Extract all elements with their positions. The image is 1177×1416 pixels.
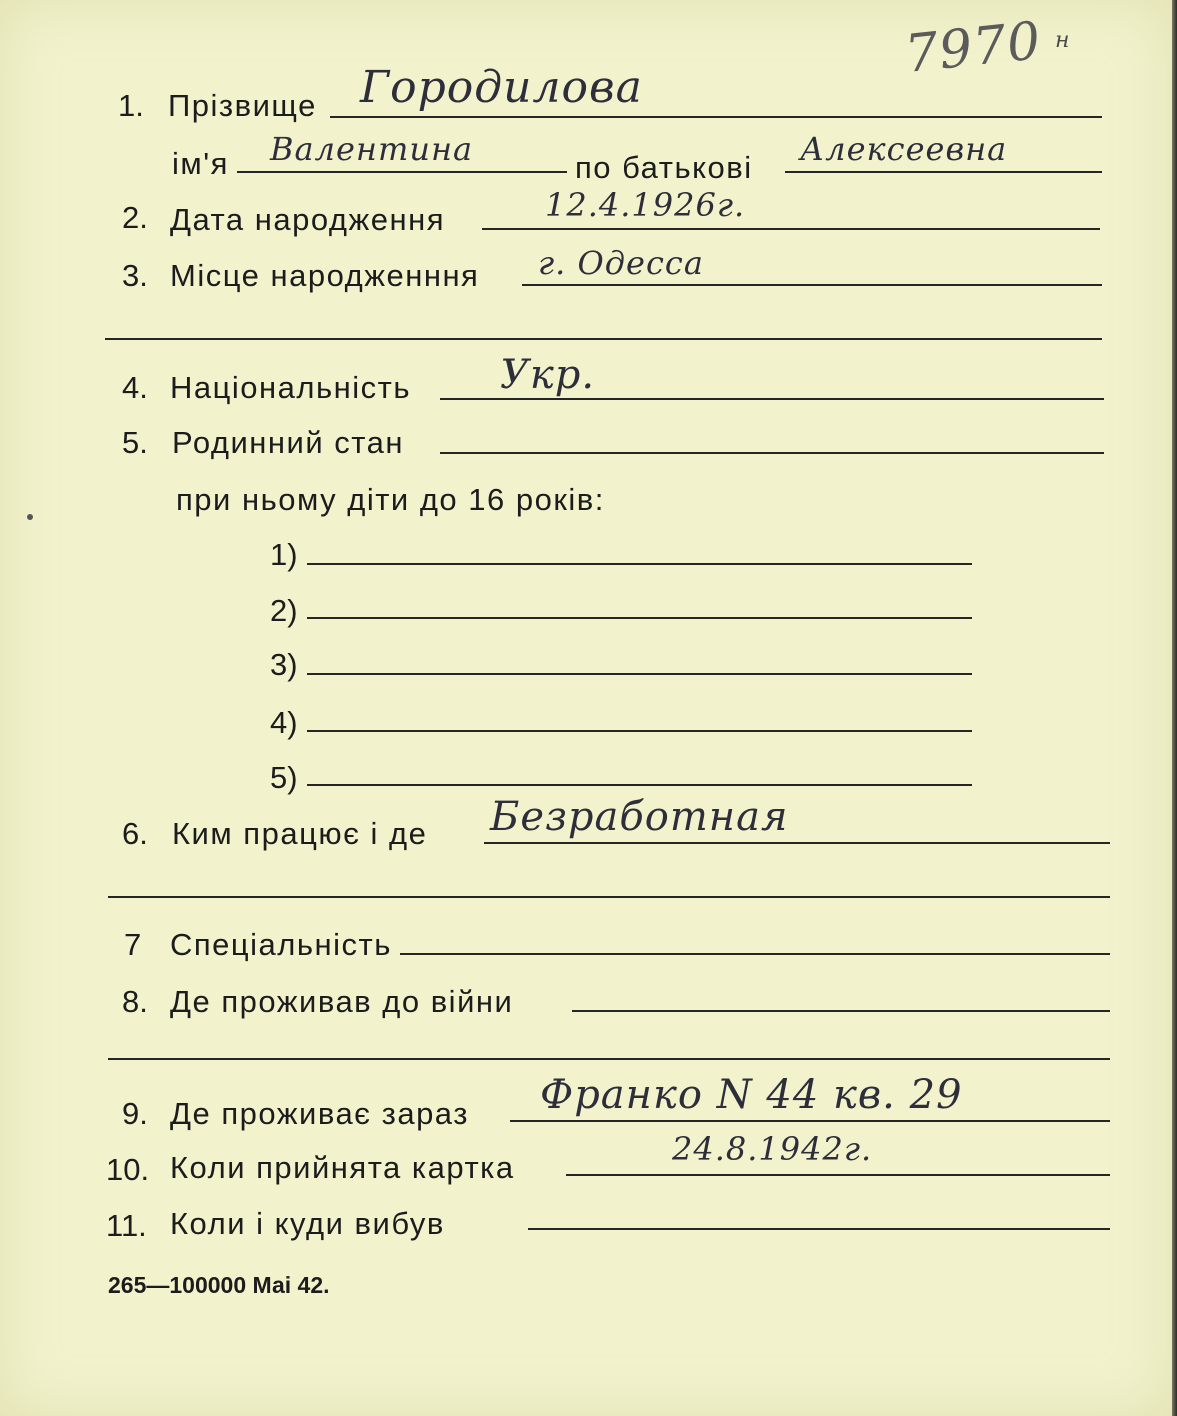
specialty-label: Спеціальність	[170, 927, 392, 962]
child-5-line	[307, 784, 972, 786]
departure-label: Коли і куди вибув	[170, 1206, 445, 1241]
field-2-number: 2.	[122, 200, 148, 235]
occupation-line	[484, 842, 1110, 844]
patronymic-label: по батькові	[575, 150, 753, 185]
birthdate-label: Дата народження	[170, 202, 446, 237]
prewar-residence-line-2	[108, 1058, 1110, 1060]
child-1-number: 1)	[270, 537, 298, 572]
marital-status-label: Родинний стан	[172, 425, 404, 460]
field-3-number: 3.	[122, 258, 148, 293]
prewar-residence-label: Де проживав до війни	[170, 984, 514, 1019]
card-accepted-line	[566, 1174, 1110, 1176]
child-2-line	[307, 617, 972, 619]
child-4-number: 4)	[270, 705, 298, 740]
patronymic-line	[785, 171, 1102, 173]
specialty-line	[400, 953, 1110, 955]
surname-label: Прізвище	[168, 88, 317, 123]
name-line	[237, 171, 567, 173]
field-10-number: 10.	[106, 1152, 150, 1187]
birthdate-value: 12.4.1926г.	[545, 186, 746, 224]
child-2-number: 2)	[270, 593, 298, 628]
ink-spot	[27, 514, 33, 520]
card-edge-shadow	[1172, 0, 1177, 1416]
current-residence-label: Де проживає зараз	[170, 1096, 469, 1131]
birthplace-label: Місце народженння	[170, 258, 480, 293]
field-7-number: 7	[124, 927, 142, 962]
occupation-value: Безработная	[490, 794, 789, 840]
departure-line	[528, 1228, 1110, 1230]
field-6-number: 6.	[122, 816, 148, 851]
current-residence-value: Франко N 44 кв. 29	[540, 1072, 963, 1118]
child-1-line	[307, 563, 972, 565]
current-residence-line	[510, 1120, 1110, 1122]
occupation-line-2	[108, 896, 1110, 898]
field-5-number: 5.	[122, 425, 148, 460]
name-label: ім'я	[172, 146, 229, 181]
card-accepted-value: 24.8.1942г.	[672, 1130, 873, 1168]
birthplace-value: г. Одесса	[538, 244, 704, 282]
birthplace-line	[522, 284, 1102, 286]
child-3-number: 3)	[270, 647, 298, 682]
occupation-label: Ким працює і де	[172, 816, 428, 851]
child-5-number: 5)	[270, 760, 298, 795]
surname-value: Городилова	[360, 62, 643, 113]
child-4-line	[307, 730, 972, 732]
field-11-number: 11.	[106, 1208, 147, 1243]
field-4-number: 4.	[122, 370, 148, 405]
nationality-line	[440, 398, 1104, 400]
card-accepted-label: Коли прийнята картка	[170, 1150, 515, 1185]
field-8-number: 8.	[122, 984, 148, 1019]
child-3-line	[307, 673, 972, 675]
birthplace-line-2	[105, 338, 1102, 340]
registration-suffix: н	[1055, 28, 1071, 53]
birthdate-line	[482, 228, 1100, 230]
field-1-number: 1.	[118, 88, 144, 123]
prewar-residence-line	[572, 1010, 1110, 1012]
children-label: при ньому діти до 16 років:	[176, 482, 605, 517]
patronymic-value: Алексеевна	[800, 130, 1008, 168]
registration-number: 7970	[902, 11, 1045, 85]
printer-imprint: 265—100000 Маі 42.	[108, 1272, 330, 1298]
nationality-label: Національність	[170, 370, 411, 405]
nationality-value: Укр.	[500, 352, 596, 398]
name-value: Валентина	[270, 130, 474, 168]
surname-line	[330, 116, 1102, 118]
field-9-number: 9.	[122, 1096, 148, 1131]
marital-status-line	[440, 452, 1104, 454]
